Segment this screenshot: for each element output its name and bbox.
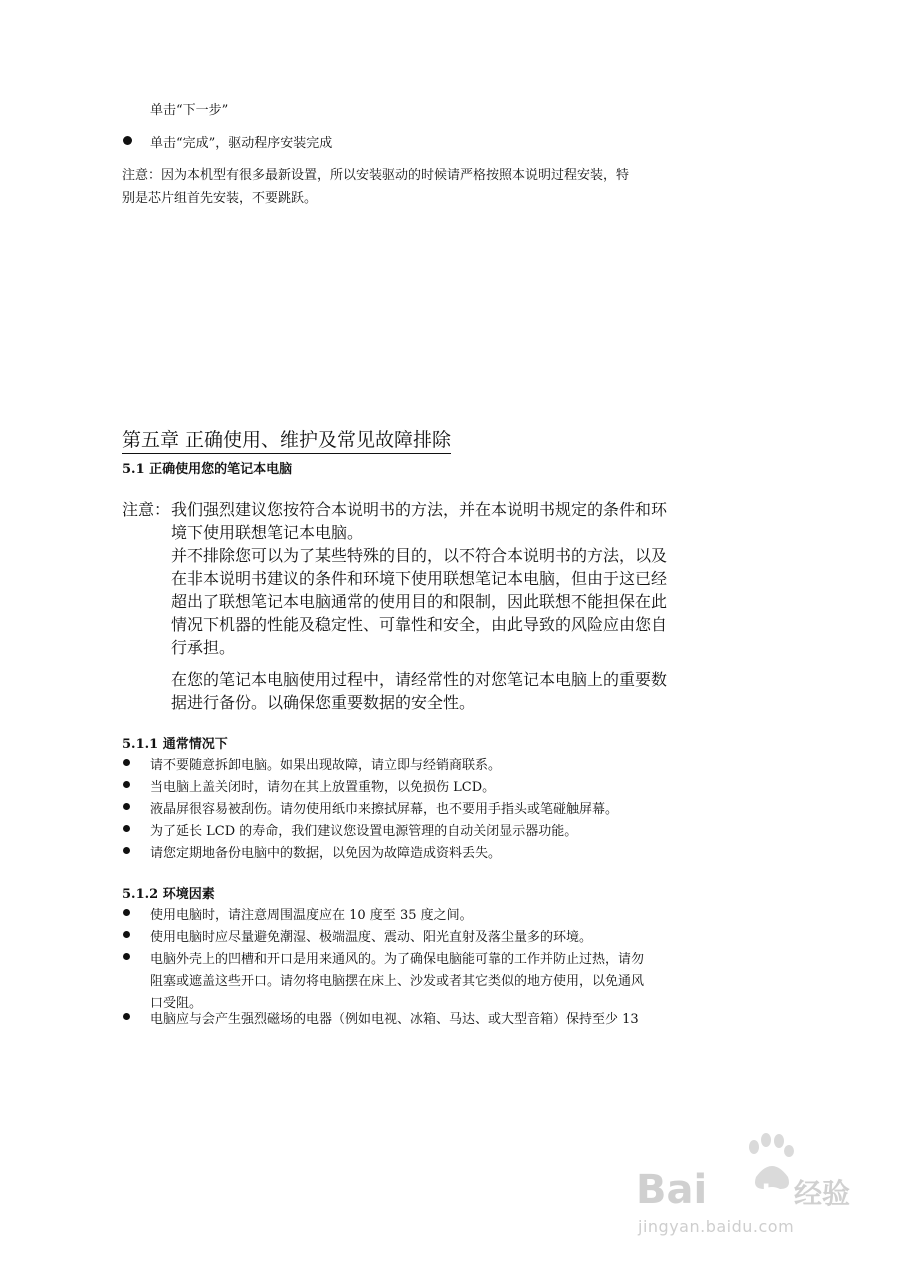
svg-text:Bai: Bai bbox=[636, 1167, 708, 1213]
baidu-logo-icon bbox=[634, 1125, 854, 1220]
notice-p3-line1: 在您的笔记本电脑使用过程中，请经常性的对您笔记本电脑上的重要数 bbox=[171, 670, 668, 689]
bullet-icon bbox=[123, 847, 130, 854]
list-item: 液晶屏很容易被刮伤。请勿使用纸巾来擦拭屏幕，也不要用手指头或笔碰触屏幕。 bbox=[150, 802, 619, 817]
section-heading-5-1-1: 5.1.1 通常情况下 bbox=[122, 737, 228, 752]
notice-p3-line2: 据进行备份。以确保您重要数据的安全性。 bbox=[171, 693, 476, 712]
list-item: 使用电脑时应尽量避免潮湿、极端温度、震动、阳光直射及落尘量多的环境。 bbox=[150, 930, 593, 945]
list-item-line3: 口受阻。 bbox=[150, 996, 203, 1011]
bullet-icon bbox=[123, 136, 132, 145]
bullet-icon bbox=[123, 803, 130, 810]
notice-p2-line5: 行承担。 bbox=[171, 638, 236, 657]
list-item: 电脑应与会产生强烈磁场的电器（例如电视、冰箱、马达、或大型音箱）保持至少 13 bbox=[150, 1012, 639, 1027]
install-note-line2: 别是芯片组首先安装，不要跳跃。 bbox=[122, 191, 318, 206]
list-item: 当电脑上盖关闭时，请勿在其上放置重物，以免损伤 LCD。 bbox=[150, 780, 496, 795]
watermark-url: jingyan.baidu.com bbox=[638, 1217, 795, 1236]
notice-p2-line4: 情况下机器的性能及稳定性、可靠性和安全，由此导致的风险应由您自 bbox=[171, 615, 668, 634]
baidu-jingyan-watermark bbox=[634, 1125, 854, 1245]
notice-p2-line3: 超出了联想笔记本电脑通常的使用目的和限制，因此联想不能担保在此 bbox=[171, 592, 668, 611]
list-item: 使用电脑时，请注意周围温度应在 10 度至 35 度之间。 bbox=[150, 908, 473, 923]
notice-label: 注意： bbox=[122, 500, 171, 519]
bullet-icon bbox=[123, 781, 130, 788]
list-item: 请您定期地备份电脑中的数据，以免因为故障造成资料丢失。 bbox=[150, 846, 502, 861]
notice-p2-line2: 在非本说明书建议的条件和环境下使用联想笔记本电脑，但由于这已经 bbox=[171, 569, 668, 588]
step-finish-text: 单击“完成”，驱动程序安装完成 bbox=[150, 136, 333, 151]
bullet-icon bbox=[123, 953, 130, 960]
svg-text:经验: 经验 bbox=[794, 1177, 851, 1210]
list-item: 请不要随意拆卸电脑。如果出现故障，请立即与经销商联系。 bbox=[150, 758, 502, 773]
bullet-icon bbox=[123, 759, 130, 766]
bullet-icon bbox=[123, 825, 130, 832]
section-heading-5-1 bbox=[122, 458, 292, 477]
bullet-icon bbox=[123, 1013, 130, 1020]
bullet-icon bbox=[123, 909, 130, 916]
section-heading-5-1-2: 5.1.2 环境因素 bbox=[122, 887, 215, 902]
list-item-line2: 阻塞或遮盖这些开口。请勿将电脑摆在床上、沙发或者其它类似的地方使用，以免通风 bbox=[150, 974, 645, 989]
notice-p1-line2: 境下使用联想笔记本电脑。 bbox=[171, 523, 364, 542]
list-item: 为了延长 LCD 的寿命，我们建议您设置电源管理的自动关闭显示器功能。 bbox=[150, 824, 578, 839]
list-item-line1: 电脑外壳上的凹槽和开口是用来通风的。为了确保电脑能可靠的工作并防止过热，请勿 bbox=[150, 952, 645, 967]
svg-text:du: du bbox=[752, 1180, 790, 1210]
step-next-text: 单击“下一步” bbox=[150, 103, 229, 118]
install-note-line1: 注意：因为本机型有很多最新设置，所以安装驱动的时候请严格按照本说明过程安装，特 bbox=[122, 168, 630, 183]
notice-p1-line1: 我们强烈建议您按符合本说明书的方法，并在本说明书规定的条件和环 bbox=[171, 500, 668, 519]
bullet-icon bbox=[123, 931, 130, 938]
section-heading-text: 5.1 正确使用您的笔记本电脑 bbox=[122, 462, 293, 477]
chapter-title: 第五章 正确使用、维护及常见故障排除 bbox=[122, 425, 451, 454]
notice-p2-line1: 并不排除您可以为了某些特殊的目的，以不符合本说明书的方法，以及 bbox=[171, 546, 668, 565]
